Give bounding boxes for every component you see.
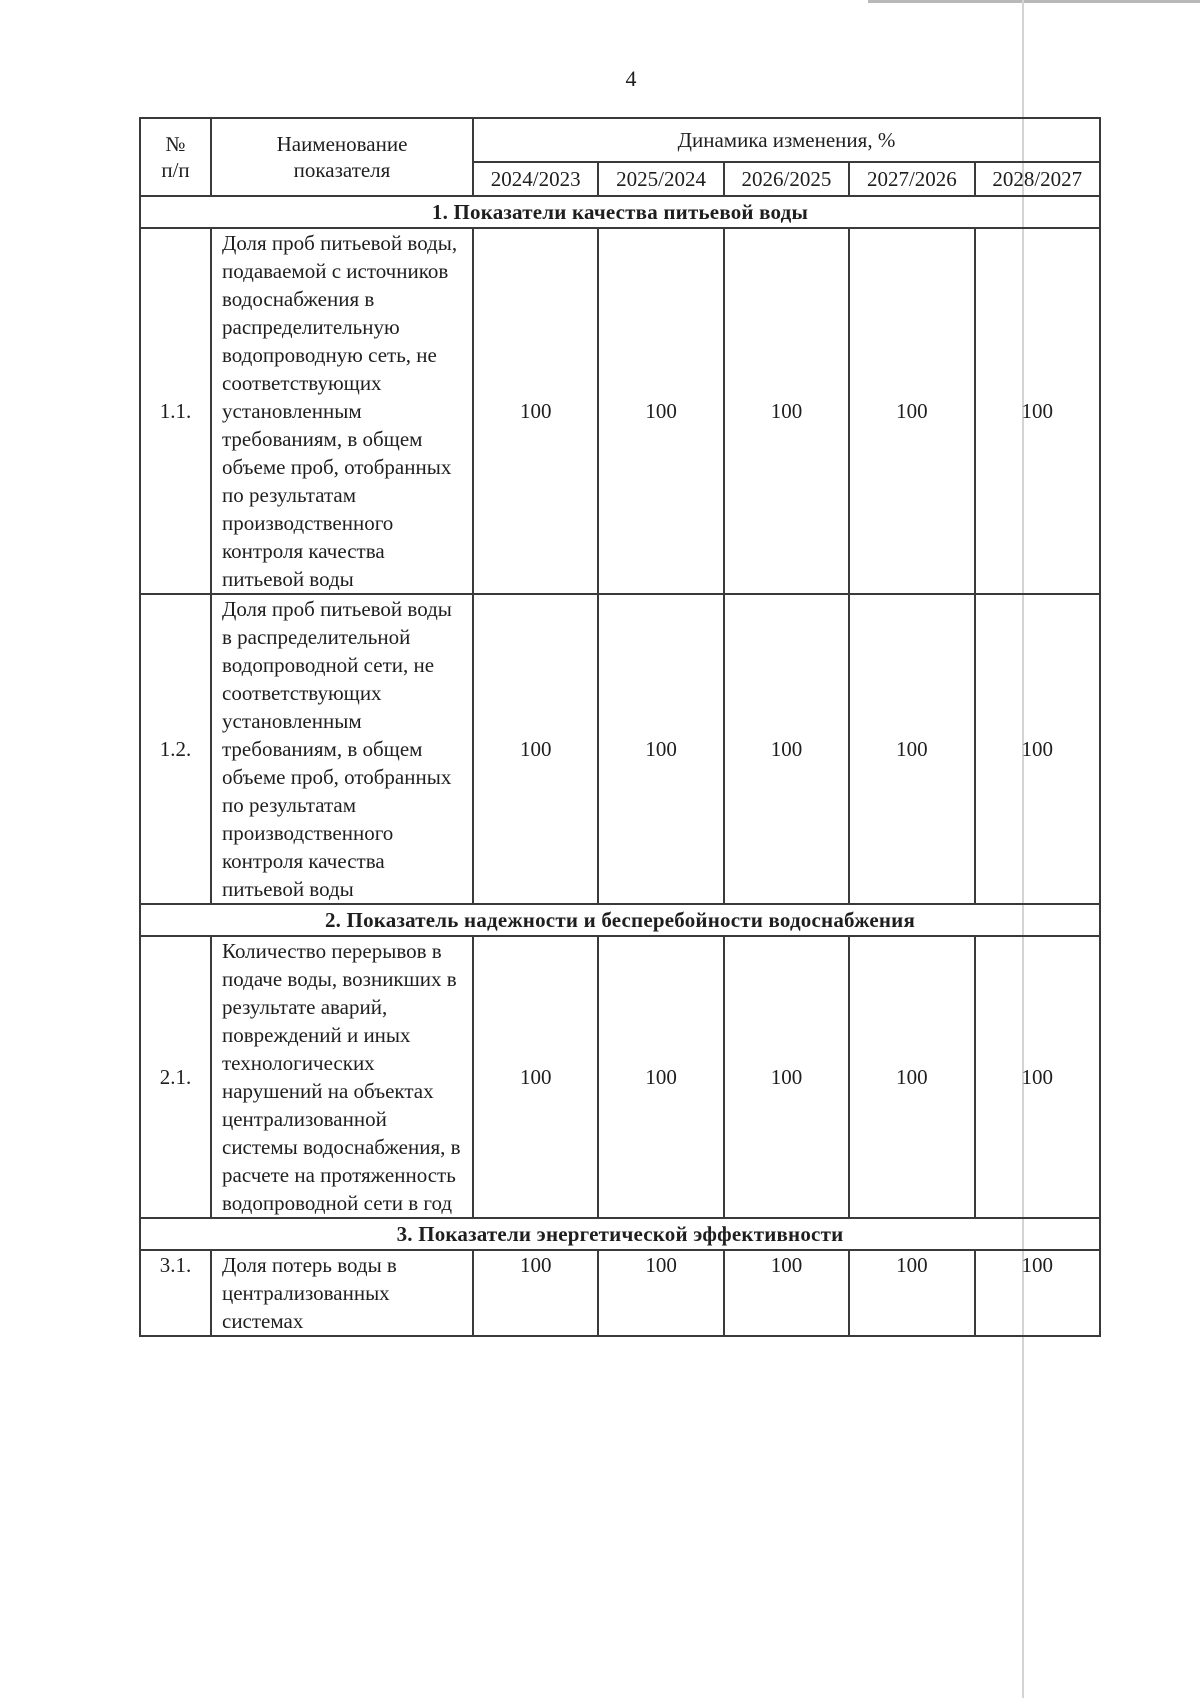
- section-row: [140, 904, 1100, 936]
- row-number: 3.1.: [140, 1250, 211, 1336]
- value-cell: 100: [724, 228, 849, 594]
- indicator-dynamics-table: [139, 117, 1101, 1337]
- header-period: 2024/2023: [473, 162, 598, 196]
- header-period: 2025/2024: [598, 162, 723, 196]
- header-name: [211, 118, 473, 196]
- page-number: 4: [625, 66, 637, 91]
- value-cell: 100: [849, 594, 974, 904]
- value-cell: 100: [473, 1250, 598, 1336]
- value-cell: 100: [598, 936, 723, 1218]
- scan-edge-mark: [868, 0, 1200, 3]
- value-cell: 100: [598, 594, 723, 904]
- header-number: [140, 118, 211, 196]
- section-title: 3. Показатели энергетической эффективности: [140, 1218, 1100, 1250]
- header-period: 2027/2026: [849, 162, 974, 196]
- section-title: 1. Показатели качества питьевой воды: [140, 196, 1100, 228]
- row-number: 2.1.: [140, 936, 211, 1218]
- table-row: [140, 936, 1100, 1218]
- value-cell: 100: [975, 936, 1100, 1218]
- value-cell: 100: [975, 1250, 1100, 1336]
- header-name-text: Наименование показателя: [276, 132, 408, 182]
- value-cell: 100: [473, 228, 598, 594]
- value-cell: 100: [473, 594, 598, 904]
- value-cell: 100: [849, 228, 974, 594]
- value-cell: 100: [849, 936, 974, 1218]
- section-row: [140, 196, 1100, 228]
- indicator-name: Доля проб питьевой воды, подаваемой с источников водоснабжения в распределительную водопроводную сеть, не соответствующих установленным требованиям, в общем объеме проб, отобранных по результатам производственного контроля качества питьевой воды: [211, 228, 473, 594]
- header-number-text: № п/п: [161, 132, 190, 182]
- value-cell: 100: [724, 594, 849, 904]
- indicator-name: Доля потерь воды в централизованных системах: [211, 1250, 473, 1336]
- value-cell: 100: [849, 1250, 974, 1336]
- header-period: 2028/2027: [975, 162, 1100, 196]
- row-number: 1.2.: [140, 594, 211, 904]
- table-row: [140, 594, 1100, 904]
- value-cell: 100: [473, 936, 598, 1218]
- row-number: 1.1.: [140, 228, 211, 594]
- value-cell: 100: [724, 1250, 849, 1336]
- section-row: [140, 1218, 1100, 1250]
- table-row: [140, 228, 1100, 594]
- table-row: [140, 1250, 1100, 1336]
- value-cell: 100: [975, 594, 1100, 904]
- section-title: 2. Показатель надежности и бесперебойности водоснабжения: [140, 904, 1100, 936]
- header-period: 2026/2025: [724, 162, 849, 196]
- value-cell: 100: [724, 936, 849, 1218]
- indicator-name: Доля проб питьевой воды в распределительной водопроводной сети, не соответствующих установленным требованиям, в общем объеме проб, отобранных по результатам производственного контроля качества питьевой воды: [211, 594, 473, 904]
- value-cell: 100: [598, 1250, 723, 1336]
- indicator-name: Количество перерывов в подаче воды, возникших в результате аварий, повреждений и иных технологических нарушений на объектах централизованной системы водоснабжения, в расчете на протяженность водопроводной сети в год: [211, 936, 473, 1218]
- header-dynamics: Динамика изменения, %: [473, 118, 1100, 162]
- value-cell: 100: [975, 228, 1100, 594]
- value-cell: 100: [598, 228, 723, 594]
